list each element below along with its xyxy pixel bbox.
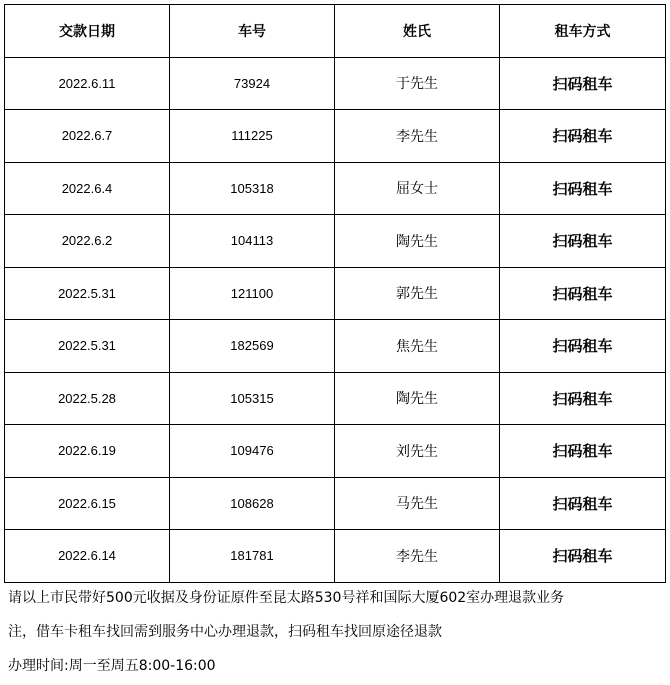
cell-method: 扫码租车 xyxy=(500,110,666,163)
business-hours: 办理时间:周一至周五8:00-16:00 xyxy=(8,658,216,674)
table-body xyxy=(5,57,666,582)
cell-date: 2022.6.19 xyxy=(5,425,170,478)
cell-method: 扫码租车 xyxy=(500,320,666,373)
cell-plate: 121100 xyxy=(170,267,335,320)
cell-method: 扫码租车 xyxy=(500,372,666,425)
cell-plate: 182569 xyxy=(170,320,335,373)
cell-plate: 104113 xyxy=(170,215,335,268)
cell-method: 扫码租车 xyxy=(500,530,666,583)
header-plate: 车号 xyxy=(170,5,335,58)
cell-method: 扫码租车 xyxy=(500,477,666,530)
cell-date: 2022.5.28 xyxy=(5,372,170,425)
cell-date: 2022.6.7 xyxy=(5,110,170,163)
cell-plate: 108628 xyxy=(170,477,335,530)
table-row xyxy=(5,215,666,268)
cell-date: 2022.5.31 xyxy=(5,267,170,320)
table-row xyxy=(5,162,666,215)
cell-method: 扫码租车 xyxy=(500,425,666,478)
cell-surname: 陶先生 xyxy=(335,372,500,425)
cell-method: 扫码租车 xyxy=(500,57,666,110)
cell-method: 扫码租车 xyxy=(500,267,666,320)
header-surname: 姓氏 xyxy=(335,5,500,58)
cell-plate: 73924 xyxy=(170,57,335,110)
table-row xyxy=(5,425,666,478)
table-row xyxy=(5,530,666,583)
table-row xyxy=(5,477,666,530)
cell-surname: 屈女士 xyxy=(335,162,500,215)
table-row xyxy=(5,267,666,320)
cell-surname: 于先生 xyxy=(335,57,500,110)
cell-surname: 马先生 xyxy=(335,477,500,530)
cell-date: 2022.6.4 xyxy=(5,162,170,215)
cell-date: 2022.5.31 xyxy=(5,320,170,373)
cell-plate: 181781 xyxy=(170,530,335,583)
table-header-row xyxy=(5,5,666,58)
cell-surname: 刘先生 xyxy=(335,425,500,478)
table-row xyxy=(5,320,666,373)
cell-surname: 李先生 xyxy=(335,110,500,163)
notes xyxy=(8,588,663,676)
header-date: 交款日期 xyxy=(5,5,170,58)
cell-date: 2022.6.14 xyxy=(5,530,170,583)
cell-date: 2022.6.15 xyxy=(5,477,170,530)
remark-note: 注，借车卡租车找回需到服务中心办理退款，扫码租车找回原途径退款 xyxy=(8,624,442,640)
refund-table xyxy=(4,4,666,583)
cell-date: 2022.6.2 xyxy=(5,215,170,268)
header-method: 租车方式 xyxy=(500,5,666,58)
table-row xyxy=(5,372,666,425)
cell-date: 2022.6.11 xyxy=(5,57,170,110)
instruction-note: 请以上市民带好500元收据及身份证原件至昆太路530号祥和国际大厦602室办理退款业务 xyxy=(8,590,565,606)
cell-plate: 105315 xyxy=(170,372,335,425)
cell-surname: 陶先生 xyxy=(335,215,500,268)
table-row xyxy=(5,110,666,163)
cell-method: 扫码租车 xyxy=(500,215,666,268)
table-row xyxy=(5,57,666,110)
cell-surname: 焦先生 xyxy=(335,320,500,373)
cell-plate: 109476 xyxy=(170,425,335,478)
cell-method: 扫码租车 xyxy=(500,162,666,215)
cell-surname: 郭先生 xyxy=(335,267,500,320)
cell-surname: 李先生 xyxy=(335,530,500,583)
cell-plate: 105318 xyxy=(170,162,335,215)
cell-plate: 111225 xyxy=(170,110,335,163)
